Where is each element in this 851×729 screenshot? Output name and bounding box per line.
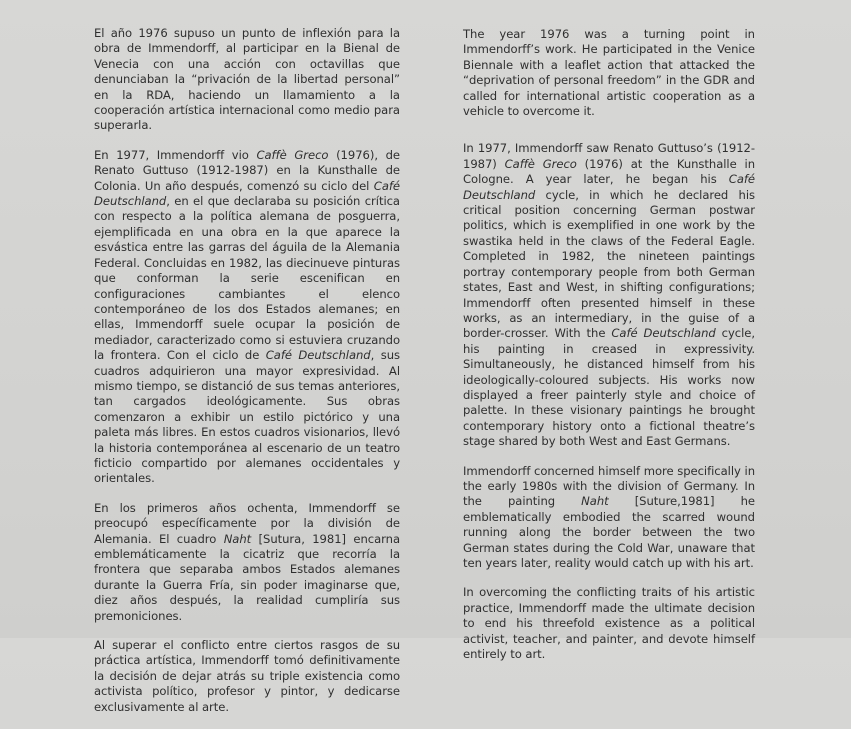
english-p2-text-b: (1976) at the Kunsthalle in Cologne. A year later, he began his [463,156,755,187]
spanish-paragraph-4: Al superar el conflicto entre ciertos rasgos de su práctica artística, Immendorff tomó definitivamente la decisión de dejar atrás su triple existencia como activista político, profesor y pintor, y dedicarse exclusivamente al arte. [94,638,400,714]
spanish-paragraph-2 [94,148,400,487]
english-p3-text-b: [Suture,1981] he emblematically embodied the scarred wound running along the border between the two German states during the Cold War, unaware that ten years later, reality would catch up with his art. [463,494,755,570]
spanish-text-column [94,26,400,729]
spanish-p3-text-b: [Sutura, 1981] encarna emblemáticamente la cicatriz que recorría la frontera que separaba ambos Estados alemanes durante la Guerra Fría, sin poder imaginarse que, diez años después, la realidad cumpliría sus premoniciones. [94,531,401,623]
english-text-column [463,27,755,676]
spanish-artwork-title-caffe-greco: Caffè Greco [256,147,329,162]
english-paragraph-1: The year 1976 was a turning point in Immendorff’s work. He participated in the Venice Biennale with a leaflet action that attacked the “deprivation of personal freedom” in the GDR and called for international artistic cooperation as a vehicle to overcome it. [463,27,755,119]
spanish-p2-text-a: En 1977, Immendorff vio [94,147,257,162]
english-p2-text-a: In 1977, Immendorff saw Renato Guttuso’s (1912-1987) [463,141,755,171]
spanish-p2-text-b: (1976), de Renato Guttuso (1912-1987) en la Kunsthalle de Colonia. Un año después, comenzó su ciclo del [94,147,400,193]
spanish-artwork-title-naht: Naht [223,531,252,546]
spanish-paragraph-1: El año 1976 supuso un punto de inflexión para la obra de Immendorff, al participar en la Bienal de Venecia con una acción con octavillas que denunciaban la “privación de la libertad personal” en la RDA, haciendo un llamamiento a la cooperación artística internacional como medio para superarla. [94,26,400,133]
spanish-p2-text-c: , en el que declaraba su posición crítica con respecto a la política alemana de posguerra, ejemplificada en una obra en la que aparece la esvástica entre las garras del águila de la Alemania Federal. Concluidas en 1982, las diecinueve pinturas que conforman la serie escenifican en configuraciones cambiantes el elenco contemporáneo de los dos Estados alemanes; en ellas, Immendorff suele ocupar la posición de mediador, caracterizado como si estuviera cruzando la frontera. Con el ciclo de [94,194,400,363]
english-paragraph-3 [463,464,755,572]
spanish-artwork-title-cafe-deutschland-2: Café Deutschland [265,348,371,363]
spanish-p2-text-d: , sus cuadros adquirieron una mayor expresividad. Al mismo tiempo, se distanció de sus temas anteriores, tan cargados ideológicamente. Sus obras comenzaron a exhibir un estilo pictórico y una paleta más libres. En estos cuadros visionarios, llevó la historia contemporánea al escenario de un teatro ficticio compartido por alemanes occidentales y orientales. [94,348,400,486]
english-artwork-title-caffe-greco: Caffè Greco [504,156,577,171]
english-paragraph-4: In overcoming the conflicting traits of his artistic practice, Immendorff made the ultimate decision to end his threefold existence as a political activist, teacher, and painter, and devote himself entirely to art. [463,585,755,662]
english-artwork-title-cafe-deutschland: Café Deutschland [463,172,755,202]
spanish-artwork-title-cafe-deutschland: Café Deutschland [94,178,400,209]
english-p2-text-c: cycle, in which he declared his critical position concerning German postwar politics, which is exemplified in one work by the swastika held in the claws of the Federal Eagle. Completed in 1982, the nineteen paintings portray contemporary people from both German states, East and West, in shifting configurations; Immendorff often presented himself in these works, as an intermediary, in the guise of a border-crosser. With the [463,187,755,341]
english-artwork-title-cafe-deutschland-2: Café Deutschland [611,326,716,341]
spanish-p3-text-a: En los primeros años ochenta, Immendorff se preocupó específicamente por la división de Alemania. El cuadro [94,500,400,546]
english-artwork-title-naht: Naht [581,494,609,509]
spanish-paragraph-3 [94,501,400,624]
english-p2-text-d: cycle, his painting in creased in expressivity. Simultaneously, he distanced himself from his ideologically-coloured subjects. His works now displayed a freer painterly style and choice of palette. In these visionary paintings he brought contemporary history onto a fictional theatre’s stage shared by both West and East Germans. [463,326,755,449]
english-paragraph-2 [463,141,755,449]
english-p3-text-a: Immendorff concerned himself more specifically in the early 1980s with the division of Germany. In the painting [463,463,755,509]
